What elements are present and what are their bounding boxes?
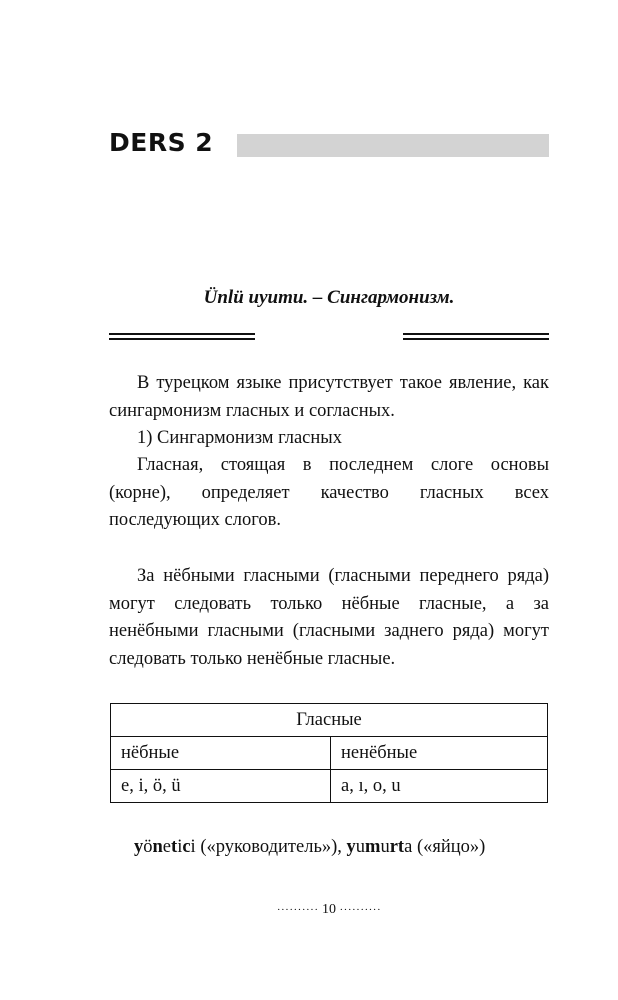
section-subtitle: Ünlü uyumu. – Сингармонизм. <box>203 287 455 308</box>
table-header-back: ненёбные <box>331 737 548 770</box>
vowel-table <box>110 703 548 803</box>
table-cell-back-vowels: a, ı, o, u <box>331 770 548 803</box>
page-dots-left: ·········· <box>276 904 319 916</box>
paragraph-heading: 1) Сингармонизм гласных <box>137 428 342 448</box>
double-rule-left <box>109 333 255 343</box>
page-number-value: 10 <box>322 902 336 917</box>
example-words: yönetici («руководитель»), yumurta («яйцо») <box>134 837 486 857</box>
table-caption: Гласные <box>111 704 548 737</box>
lesson-title: DERS 2 <box>109 128 214 157</box>
table-cell-front-vowels: e, i, ö, ü <box>111 770 331 803</box>
header-bar <box>237 134 549 157</box>
page-number <box>109 900 549 920</box>
paragraph-root-vowel: Гласная, стоящая в последнем слоге основы (корне), определяет качество гласных всех последующих слогов. <box>109 455 549 530</box>
paragraph-vowel-rule: За нёбными гласными (гласными переднего ряда) могут следовать только нёбные гласные, а за ненёбными гласными (гласными заднего ряда) могут следовать только ненёбные гласные. <box>109 566 549 669</box>
double-rule-right <box>403 333 549 343</box>
page-dots-right: ·········· <box>339 904 382 916</box>
lesson-header <box>109 130 549 160</box>
paragraph-intro: В турецком языке присутствует такое явление, как сингармонизм гласных и согласных. <box>109 373 549 421</box>
table-header-front: нёбные <box>111 737 331 770</box>
